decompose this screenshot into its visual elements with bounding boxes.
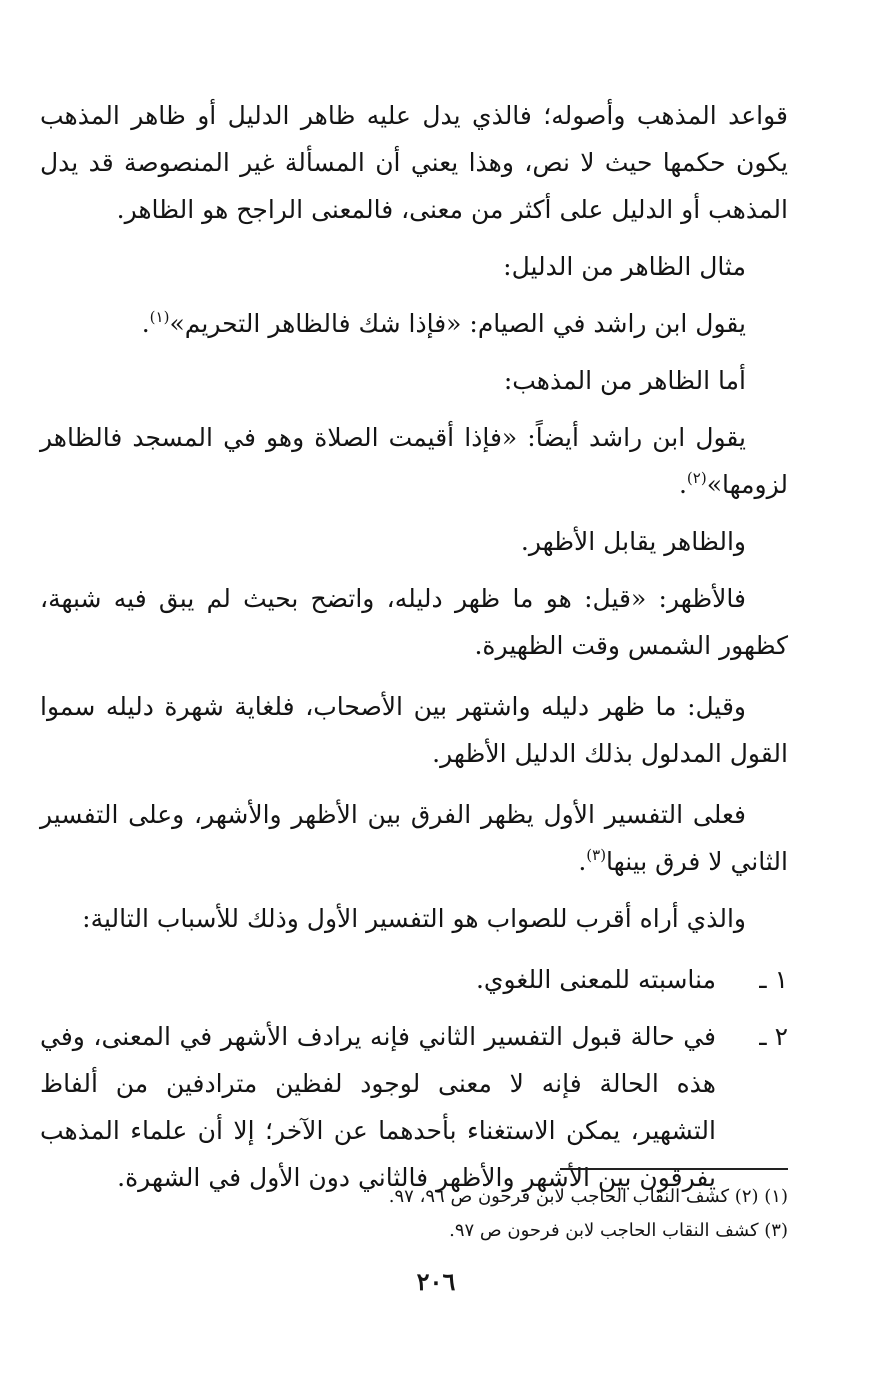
prayer-quote-tail: . bbox=[678, 470, 687, 499]
prayer-quote-text: يقول ابن راشد أيضاً: «فإذا أقيمت الصلاة وهو في المسجد فالظاهر لزومها» bbox=[40, 423, 788, 499]
list-item-text: مناسبته للمعنى اللغوي. bbox=[475, 965, 716, 994]
page-number: ٢٠٦ bbox=[416, 1267, 456, 1296]
heading-school-example: أما الظاهر من المذهب: bbox=[503, 366, 746, 395]
list-item bbox=[40, 1013, 788, 1201]
list-item bbox=[40, 956, 788, 1003]
footnote-ref-2: (٢) bbox=[686, 469, 707, 487]
footnote-separator bbox=[560, 1168, 788, 1170]
list-item-text: في حالة قبول التفسير الثاني فإنه يرادف الأشهر في المعنى، وفي هذه الحالة فإنه لا معنى لوجود لفظين مترادفين من ألفاظ التشهير، يمكن الاستغناء بأحدهما عن الآخر؛ إلا أن علماء المذهب يفرقون بين الأشهر والأظهر فالثاني دون الأول في الشهرة. bbox=[40, 1022, 716, 1192]
paragraph-opposite: والظاهر يقابل الأظهر. bbox=[520, 527, 746, 556]
paragraph-fasting-quote bbox=[40, 300, 788, 347]
fasting-quote-text: يقول ابن راشد في الصيام: «فإذا شك فالظاهر التحريم» bbox=[169, 309, 746, 338]
footnote-ref-3: (٣) bbox=[586, 846, 607, 864]
footnotes bbox=[40, 1180, 788, 1248]
difference-tail: . bbox=[578, 847, 587, 876]
paragraph-definition-2: وقيل: ما ظهر دليله واشتهر بين الأصحاب، فلغاية شهرة دليله سموا القول المدلول بذلك الدليل الأظهر. bbox=[40, 692, 788, 768]
paragraph-opinion: والذي أراه أقرب للصواب هو التفسير الأول وذلك للأسباب التالية: bbox=[82, 904, 746, 933]
footnote-line: (١) (٢) كشف النقاب الحاجب لابن فرحون ص ٩٦، ٩٧. bbox=[388, 1186, 788, 1207]
heading-evidence-example: مثال الظاهر من الدليل: bbox=[503, 252, 746, 281]
difference-text: فعلى التفسير الأول يظهر الفرق بين الأظهر والأشهر، وعلى التفسير الثاني لا فرق بينها bbox=[40, 800, 788, 876]
footnote-line: (٣) كشف النقاب الحاجب لابن فرحون ص ٩٧. bbox=[449, 1220, 788, 1241]
list-item-number: ١ ـ bbox=[759, 965, 788, 994]
paragraph-prayer-quote bbox=[40, 414, 788, 508]
footnote-ref-1: (١) bbox=[149, 308, 170, 326]
paragraph-difference bbox=[40, 791, 788, 885]
paragraph-definition-1: فالأظهر: «قيل: هو ما ظهر دليله، واتضح بحيث لم يبق فيه شبهة، كظهور الشمس وقت الظهيرة. bbox=[40, 584, 788, 660]
paragraph-intro: قواعد المذهب وأصوله؛ فالذي يدل عليه ظاهر الدليل أو ظاهر المذهب يكون حكمها حيث لا نص، وهذا يعني أن المسألة غير المنصوصة قد يدل المذهب أو الدليل على أكثر من معنى، فالمعنى الراجح هو الظاهر. bbox=[40, 101, 788, 224]
fasting-quote-tail: . bbox=[141, 309, 150, 338]
main-text bbox=[40, 92, 788, 1201]
list-item-number: ٢ ـ bbox=[759, 1022, 788, 1051]
